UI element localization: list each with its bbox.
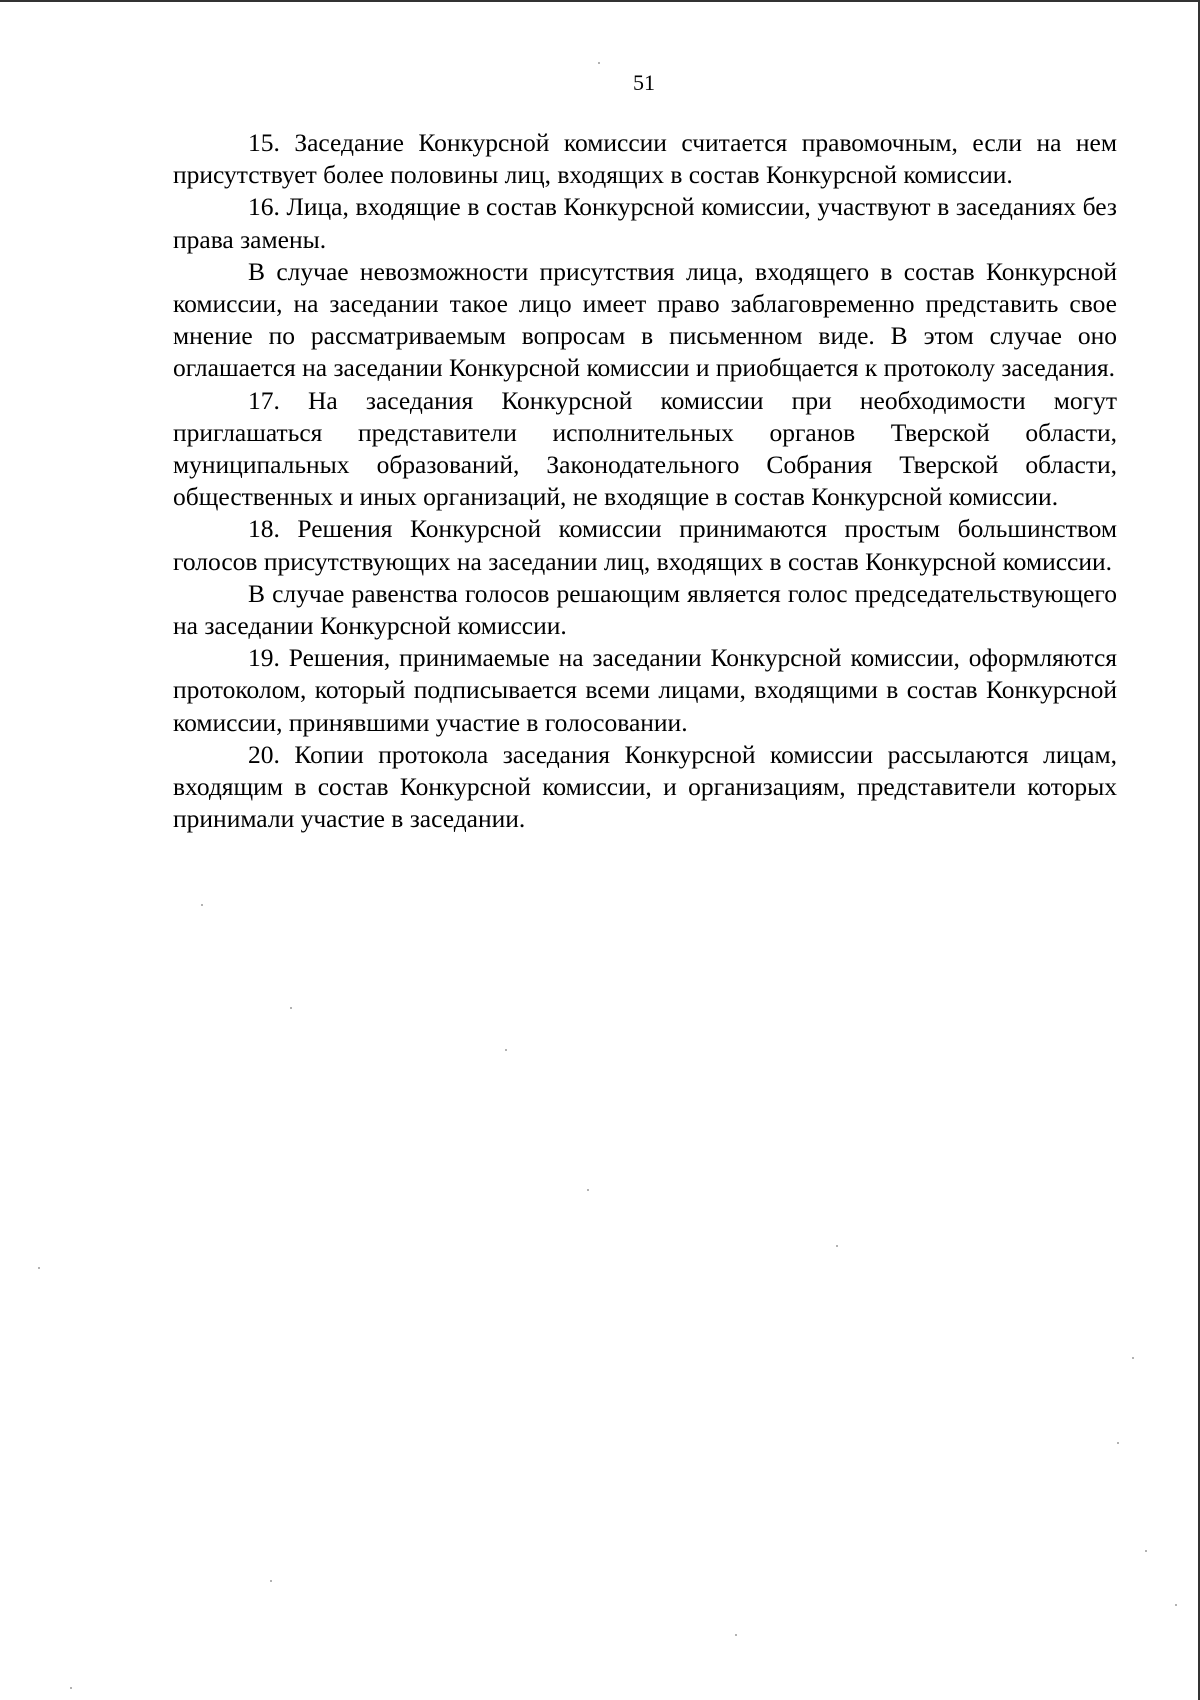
scan-speck [38, 1267, 40, 1269]
scan-speck [290, 1007, 292, 1009]
document-body [173, 127, 1117, 835]
scan-speck [1145, 1550, 1147, 1552]
paragraph-16-continuation: В случае невозможности присутствия лица, входящего в состав Конкурсной комиссии, на заседании такое лицо имеет право заблаговременно представить свое мнение по рассматриваемым вопросам в письменном виде. В этом случае оно оглашается на заседании Конкурсной комиссии и приобщается к протоколу заседания. [173, 256, 1117, 383]
scan-speck [1132, 1357, 1134, 1359]
paragraph-19: 19. Решения, принимаемые на заседании Конкурсной комиссии, оформляются протоколом, который подписывается всеми лицами, входящими в состав Конкурсной комиссии, принявшими участие в голосовании. [173, 643, 1117, 737]
page-number: 51 [633, 70, 655, 95]
scan-speck [505, 1049, 507, 1051]
scan-speck [1175, 1604, 1177, 1606]
scan-speck [1117, 1442, 1119, 1444]
scan-speck [598, 62, 600, 64]
scan-speck [735, 1634, 737, 1636]
scan-speck [201, 904, 203, 906]
scan-speck [270, 1580, 272, 1582]
paragraph-15: 15. Заседание Конкурсной комиссии считается правомочным, если на нем присутствует более половины лиц, входящих в состав Конкурсной комиссии. [173, 128, 1117, 190]
paragraph-16: 16. Лица, входящие в состав Конкурсной комиссии, участвуют в заседаниях без права замены. [173, 192, 1117, 254]
paragraph-18: 18. Решения Конкурсной комиссии принимаются простым большинством голосов присутствующих на заседании лиц, входящих в состав Конкурсной комиссии. [173, 514, 1117, 576]
paragraph-18-continuation: В случае равенства голосов решающим является голос председательствующего на заседании Конкурсной комиссии. [173, 578, 1117, 641]
scan-speck [587, 1189, 589, 1191]
scan-speck [70, 1687, 72, 1689]
paragraph-17: 17. На заседания Конкурсной комиссии при необходимости могут приглашаться представители исполнительных органов Тверской области, муниципальных образований, Законодательного Собрания Тверской области, общественных и иных организаций, не входящие в состав Конкурсной комиссии. [173, 385, 1117, 512]
scan-speck [836, 1245, 838, 1247]
paragraph-20: 20. Копии протокола заседания Конкурсной комиссии рассылаются лицам, входящим в состав Конкурсной комиссии, и организациям, представители которых принимали участие в заседании. [173, 739, 1117, 834]
